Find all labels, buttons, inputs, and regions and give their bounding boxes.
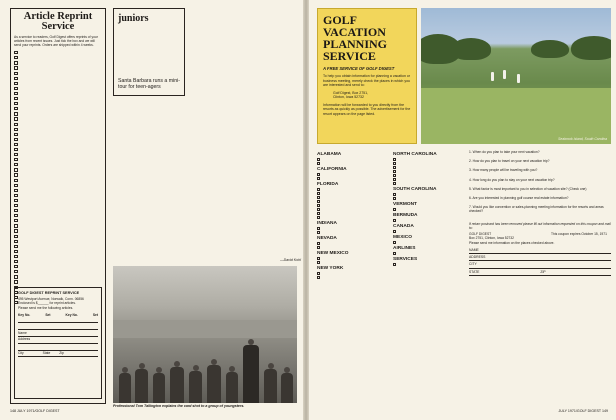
gvps-subtitle: A FREE SERVICE OF GOLF DIGEST [323,66,395,71]
reprint-order-form [14,287,102,399]
photo-golfer [503,70,506,79]
expires-note: This coupon expires October 15, 1971 [551,232,607,237]
question-2: 2. How do you plan to travel on your next vacation trip? [469,159,550,164]
checkbox[interactable] [14,168,18,171]
resort-entry[interactable] [317,245,387,249]
city-state-zip-field[interactable] [18,351,98,358]
article-column-3 [247,8,301,262]
reprint-item[interactable] [14,270,102,274]
reprint-item[interactable] [14,71,102,75]
photo-figure [207,365,221,403]
resort-entry[interactable] [393,218,463,222]
checkbox[interactable] [14,173,18,176]
order-line-input[interactable] [18,324,98,330]
checkbox[interactable] [14,92,18,95]
checkbox[interactable] [14,265,18,268]
reprint-item[interactable] [14,219,102,223]
gvps-title-line2: VACATION [323,25,386,39]
checkbox[interactable] [14,138,18,141]
article-column-2 [189,8,243,262]
checkbox[interactable] [14,194,18,197]
photo-tree [571,36,611,60]
name-field[interactable]: NAME [469,247,611,254]
reprint-title-line1: Article Reprint [23,11,93,22]
state-heading: ALABAMA [317,152,342,157]
checkbox[interactable] [14,148,18,151]
checkbox[interactable] [317,246,320,249]
order-note: Please send me the following articles. [18,305,74,310]
checkbox[interactable] [393,208,396,211]
checkbox[interactable] [14,87,18,90]
checkbox[interactable] [393,263,396,266]
gvps-address-line1: Golf Digest, Box 2751, [333,90,369,95]
page-folio-left: 148 JULY 1971/GOLF DIGEST [10,409,60,413]
checkbox[interactable] [393,241,396,244]
resort-photo-caption: Seabrook Island, South Carolina [558,137,607,141]
photo-tree [531,40,569,58]
reprint-item[interactable] [14,152,102,156]
juniors-heading: juniors [118,13,149,24]
reprint-title [14,12,102,32]
photo-fairway [421,88,611,144]
reprint-item[interactable] [14,107,102,111]
reprint-item[interactable] [14,178,102,182]
reprint-item[interactable] [14,203,102,207]
checkbox[interactable] [14,229,18,232]
byline: —David Kohl [280,258,301,262]
order-enclosed: Enclosed is $______ for reprint articles. [18,301,76,306]
photo-figure [119,373,131,403]
reprint-item[interactable] [14,112,102,116]
checkbox[interactable] [317,162,320,165]
state-heading: MEXICO [393,235,412,240]
state-heading: NEVADA [317,236,337,241]
resort-entry[interactable] [317,161,387,165]
reprint-item[interactable] [14,259,102,263]
resort-entry[interactable] [317,176,387,180]
reprint-item[interactable] [14,117,102,121]
reprint-intro: As a service to readers, Golf Digest offers reprints of your articles from recent issues. Just tick the box and we will send your reprints. Orders are shipped within 4 weeks. [14,35,98,48]
question-1: 1. When do you plan to take your next vacation? [469,150,540,154]
photo-figure [281,373,293,403]
checkbox[interactable] [14,275,18,278]
checkbox[interactable] [14,260,18,263]
photo-figure [226,372,238,403]
checkbox[interactable] [393,197,396,200]
checkbox[interactable] [14,224,18,227]
checkbox[interactable] [14,199,18,202]
resort-entry[interactable] [393,196,463,200]
resort-entry[interactable] [393,262,463,266]
photo-golfer [517,74,520,83]
reprint-item[interactable] [14,96,102,100]
gvps-body: To help you obtain information for planning a vacation or business meeting, merely check the places in which you are interested and send to: [323,74,410,87]
juniors-photo [113,266,297,403]
reprint-item[interactable] [14,280,102,284]
checkbox[interactable] [14,235,18,238]
checkbox[interactable] [14,163,18,166]
gvps-body-2: Information will be forwarded to you directly from the resorts as quickly as possible. The advertisement for the resort appears on the page listed. [323,102,411,116]
resort-entry[interactable] [393,240,463,244]
reprint-item[interactable] [14,137,102,141]
checkbox[interactable] [14,128,18,131]
resort-photo [421,8,611,144]
resort-entry[interactable] [317,215,387,219]
checkbox[interactable] [317,276,320,279]
resort-entry[interactable] [393,181,463,185]
resort-directory-col2 [393,150,463,266]
question-4: 4. How long do you plan to stay on your next vacation trip? [469,177,555,182]
col-set-2: Set [92,312,98,317]
checkbox[interactable] [393,230,396,233]
state-heading: NEW MEXICO [317,251,349,256]
reprint-item[interactable] [14,244,102,248]
checkbox[interactable] [14,123,18,126]
state-label: STATE [469,269,480,274]
resort-entry[interactable] [317,275,387,279]
reprint-item[interactable] [14,183,102,187]
order-heading: GOLF DIGEST REPRINT SERVICE [18,291,80,295]
reprint-item[interactable] [14,254,102,258]
state-zip-field[interactable] [469,269,611,276]
article-reprint-box [10,8,106,404]
checkbox[interactable] [14,255,18,258]
mail-to [469,232,514,240]
state-heading: CALIFORNIA [317,167,347,172]
reprint-item[interactable] [14,193,102,197]
checkbox[interactable] [14,77,18,80]
checkbox[interactable] [14,117,18,120]
photo-figure [189,371,202,403]
photo-figure [264,369,277,403]
vacation-survey-form [469,150,611,276]
photo-figure [135,369,148,403]
reprint-item[interactable] [14,102,102,106]
reprint-item[interactable] [14,173,102,177]
reprint-item[interactable] [14,61,102,65]
checkbox[interactable] [14,56,18,59]
state-heading: SOUTH CAROLINA [393,187,437,192]
checkbox[interactable] [14,61,18,64]
question-5: 5. What factor is most important to you in selection of vacation site? (Check one) [469,186,587,191]
reprint-item[interactable] [14,86,102,90]
state-heading: INDIANA [317,221,337,226]
reprint-item[interactable] [14,168,102,172]
order-address: 495 Westport Avenue, Norwalk, Conn. 06856 [18,297,84,301]
col-set: Set [45,312,51,317]
city-label: City [18,350,24,355]
reprint-item[interactable] [14,239,102,243]
question-6: 6. Are you interested in planning golf course real estate information? [469,196,569,201]
checkbox[interactable] [14,51,18,54]
reprint-item[interactable] [14,188,102,192]
resort-entry[interactable] [317,260,387,264]
mail-to-line2: Box 2751, Clinton, Iowa 52732 [469,236,514,241]
reprint-item[interactable] [14,147,102,151]
gvps-title [323,14,411,62]
checkbox[interactable] [14,270,18,273]
resort-directory-col1 [317,150,387,279]
checkbox[interactable] [14,240,18,243]
reprint-item[interactable] [14,214,102,218]
golf-vacation-service-box [317,8,417,144]
reprint-title-line2: Service [41,21,75,32]
juniors-header-box [113,8,185,96]
checkbox[interactable] [393,182,396,185]
photo-horizon [113,320,297,338]
col-key: Key No. [18,312,31,317]
right-page [309,0,616,420]
gvps-address-line2: Clinton, Iowa 52732 [333,95,364,99]
question-3: 3. How many people will be traveling with you? [469,168,538,173]
left-page [0,0,303,420]
reprint-item[interactable] [14,142,102,146]
page-folio-right: JULY 1971/GOLF DIGEST 149 [558,409,608,413]
checkbox[interactable] [14,112,18,115]
order-line-input[interactable] [18,317,98,323]
juniors-dek: Santa Barbara runs a mini-tour for teen-agers [118,77,180,90]
checkbox[interactable] [14,209,18,212]
resort-entry[interactable] [393,251,463,255]
photo-figure [170,367,184,403]
zip-label: Zip [59,350,64,355]
resort-entry[interactable] [393,207,463,211]
article-column-1 [113,100,167,262]
gvps-title-line4: SERVICE [323,49,376,63]
state-heading: SERVICES [393,257,418,262]
state-heading: VERMONT [393,202,417,207]
address-field-2[interactable] [18,344,98,351]
checkbox[interactable] [14,133,18,136]
gvps-title-line3: PLANNING [323,37,388,51]
checkbox[interactable] [14,143,18,146]
reprint-item[interactable] [14,127,102,131]
address-field[interactable]: ADDRESS [469,254,611,261]
checkbox[interactable] [317,216,320,219]
checkbox[interactable] [14,158,18,161]
photo-figure-instructor [243,345,259,403]
reprint-item[interactable] [14,91,102,95]
reprint-item[interactable] [14,163,102,167]
resort-entry[interactable] [317,230,387,234]
photo-tree [451,38,491,60]
checkbox[interactable] [317,177,320,180]
photo-golfer [491,72,494,81]
reprint-item[interactable] [14,56,102,60]
answer-options[interactable] [469,215,611,219]
zip-label: ZIP [540,269,546,274]
checkbox[interactable] [14,189,18,192]
state-heading: AIRLINES [393,246,416,251]
state-heading: BERMUDA [393,213,418,218]
state-heading: FLORIDA [317,182,339,187]
return-note: If return postcard has been removed please fill out information requested on this coupon and mail to: [469,221,611,230]
mail-to-line1: GOLF DIGEST [469,232,492,237]
photo-caption: Professional Tom Tallington explains the card shot to a group of youngsters. [113,404,245,408]
checkbox[interactable] [14,245,18,248]
checkbox[interactable] [393,219,396,222]
checkbox[interactable] [14,66,18,69]
reprint-item[interactable] [14,265,102,269]
reprint-item[interactable] [14,76,102,80]
resort-entry[interactable] [393,229,463,233]
checkbox[interactable] [14,97,18,100]
state-heading: NORTH CAROLINA [393,152,437,157]
state-label: State [42,350,51,355]
checkbox[interactable] [14,204,18,207]
mail-block [469,232,611,241]
reprint-item[interactable] [14,234,102,238]
checkbox[interactable] [14,219,18,222]
reprint-item[interactable] [14,209,102,213]
reprint-item[interactable] [14,229,102,233]
checkbox[interactable] [14,82,18,85]
reprint-item[interactable] [14,122,102,126]
reprint-item[interactable] [14,198,102,202]
checkbox[interactable] [393,252,396,255]
name-field[interactable]: Name [18,331,98,338]
photo-figure [153,373,165,403]
reprint-list [14,51,102,305]
please-send: Please send me information on the places checked above. [469,241,555,246]
reprint-item[interactable] [14,275,102,279]
checkbox[interactable] [14,179,18,182]
reprint-item[interactable] [14,66,102,70]
checkbox[interactable] [14,280,18,283]
checkbox[interactable] [317,231,320,234]
gvps-address [333,91,411,100]
reprint-item[interactable] [14,81,102,85]
checkbox[interactable] [14,214,18,217]
checkbox[interactable] [14,107,18,110]
reprint-item[interactable] [14,158,102,162]
state-heading: NEW YORK [317,266,344,271]
address-field[interactable]: Address [18,337,98,344]
checkbox[interactable] [14,250,18,253]
reprint-item[interactable] [14,132,102,136]
checkbox[interactable] [14,153,18,156]
checkbox[interactable] [14,102,18,105]
reprint-item[interactable] [14,51,102,55]
state-heading: CANADA [393,224,414,229]
reprint-item[interactable] [14,224,102,228]
col-key-2: Key No. [65,312,78,317]
checkbox[interactable] [14,72,18,75]
question-7: 7. Would you like convention or sales-planning meeting information for the resorts and areas checked? [469,205,604,214]
checkbox[interactable] [14,184,18,187]
city-field[interactable]: CITY [469,261,611,268]
checkbox[interactable] [317,261,320,264]
reprint-item[interactable] [14,249,102,253]
gvps-title-line1: GOLF [323,13,358,27]
